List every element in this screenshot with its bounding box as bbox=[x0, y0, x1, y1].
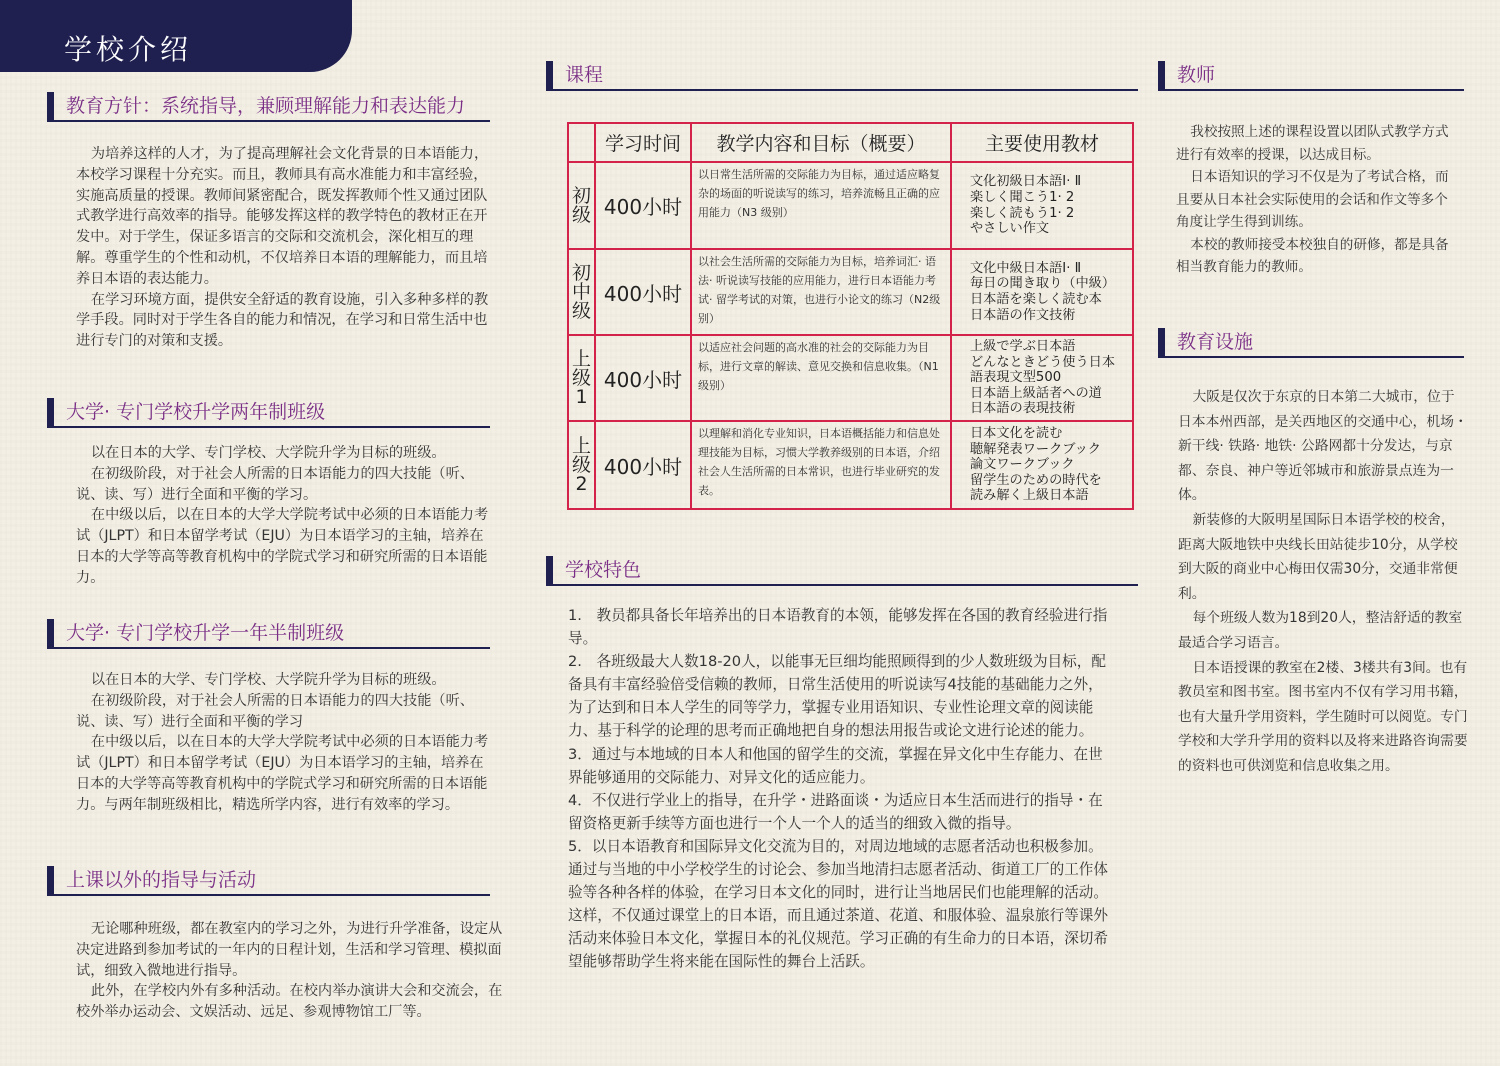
facilities-text bbox=[1178, 385, 1468, 779]
two-year-text bbox=[76, 443, 492, 589]
level-cell: 上 级 2 bbox=[568, 421, 595, 509]
activities-text bbox=[76, 919, 512, 1023]
paragraph: 在中级以后，以在日本的大学大学院考试中必须的日本语能力考试（JLPT）和日本留学考试（EJU）为日本语学习的主轴，培养在日本的大学等高等教育机构中的学院式学习和研究所需的日本语能力。与两年制班级相比，精选所学内容，进行有效率的学习。 bbox=[76, 734, 489, 813]
paragraph: 以在日本的大学、专门学校、大学院升学为目标的班级。 bbox=[90, 445, 446, 461]
table-row bbox=[568, 421, 1133, 509]
one-half-year-text bbox=[76, 670, 492, 816]
hours-cell: 400小时 bbox=[595, 162, 691, 249]
level-cell: 初 级 bbox=[568, 162, 595, 249]
table-header-row bbox=[568, 123, 1133, 162]
facilities-heading: 教育设施 bbox=[1158, 328, 1464, 358]
features-heading: 学校特色 bbox=[546, 556, 1138, 586]
table-row bbox=[568, 249, 1133, 335]
list-item: 4．不仅进行学业上的指导，在升学・进路面谈・为适应日本生活而进行的指导・在留资格更新手续等方面也进行一个人一个人的适当的细致入微的指导。 bbox=[568, 791, 1103, 832]
column-header: 学习时间 bbox=[595, 123, 691, 162]
level-cell: 初 中 级 bbox=[568, 249, 595, 335]
content-cell: 以日常生活所需的交际能力为目标，通过适应略复杂的场面的听说读写的练习，培养流畅且正确的应用能力（N3 级别） bbox=[691, 162, 951, 249]
course-heading: 课程 bbox=[546, 61, 1138, 91]
paragraph: 此外，在学校内外有多种活动。在校内举办演讲大会和交流会，在校外举办运动会、文娱活动、远足、参观博物馆工厂等。 bbox=[76, 983, 503, 1021]
paragraph: 以在日本的大学、专门学校、大学院升学为目标的班级。 bbox=[90, 672, 446, 688]
content-cell: 以社会生活所需的交际能力为目标，培养词汇· 语法· 听说读写技能的应用能力，进行日本语能力考试· 留学考试的对策，也进行小论文的练习（N2级别） bbox=[691, 249, 951, 335]
paragraph: 在学习环境方面，提供安全舒适的教育设施，引入多种多样的教学手段。同时对于学生各自的能力和情况，在学习和日常生活中也进行专门的对策和支援。 bbox=[76, 291, 489, 350]
column-header: 主要使用教材 bbox=[951, 123, 1133, 162]
paragraph: 在初级阶段，对于社会人所需的日本语能力的四大技能（听、说、读、写）进行全面和平衡的学习 bbox=[76, 692, 474, 730]
policy-heading: 教育方针：系统指导，兼顾理解能力和表达能力 bbox=[47, 92, 490, 122]
materials-cell: 日本文化を読む 聴解発表ワークブック 論文ワークブック 留学生のための時代を 読み解く上級日本語 bbox=[951, 421, 1133, 509]
table-row bbox=[568, 162, 1133, 249]
paragraph: 新装修的大阪明星国际日本语学校的校舍，距离大阪地铁中央线长田站徒步10分，从学校到大阪的商业中心梅田仅需30分，交通非常便利。 bbox=[1178, 511, 1458, 602]
one-half-year-heading: 大学· 专门学校升学一年半制班级 bbox=[47, 619, 490, 649]
paragraph: 每个班级人数为18到20人，整洁舒适的教室最适合学习语言。 bbox=[1178, 610, 1463, 651]
table-row bbox=[568, 335, 1133, 421]
hours-cell: 400小时 bbox=[595, 249, 691, 335]
list-item: 1. 教员都具备长年培养出的日本语教育的本领，能够发挥在各国的教育经验进行指导。 bbox=[568, 607, 1108, 648]
content-cell: 以理解和消化专业知识，日本语概括能力和信息处理技能为目标，习惯大学教养级别的日本语，介绍社会人生活所需的日本常识，也进行毕业研究的发表。 bbox=[691, 421, 951, 509]
teachers-text bbox=[1176, 121, 1458, 279]
page-title: 学校介绍 bbox=[64, 33, 193, 66]
hours-cell: 400小时 bbox=[595, 335, 691, 421]
content-cell: 以适应社会问题的高水准的社会的交际能力为目标，进行文章的解读、意见交换和信息收集。（N1 级别） bbox=[691, 335, 951, 421]
course-table bbox=[567, 122, 1134, 510]
policy-text bbox=[76, 144, 492, 352]
list-item: 3．通过与本地域的日本人和他国的留学生的交流，掌握在异文化中生存能力、在世界能够通用的交际能力、对异文化的适应能力。 bbox=[568, 745, 1103, 786]
paragraph: 在中级以后，以在日本的大学大学院考试中必须的日本语能力考试（JLPT）和日本留学考试（EJU）为日本语学习的主轴，培养在日本的大学等高等教育机构中的学院式学习和研究所需的日本语能力。 bbox=[76, 507, 489, 586]
paragraph: 日本语授课的教室在2楼、3楼共有3间。也有教员室和图书室。图书室内不仅有学习用书籍，也有大量升学用资料，学生随时可以阅览。专门学校和大学升学用的资料以及将来进路咨询需要的资料也可供浏览和信息收集之用。 bbox=[1178, 659, 1468, 774]
two-year-heading: 大学· 专门学校升学两年制班级 bbox=[47, 398, 490, 428]
hours-cell: 400小时 bbox=[595, 421, 691, 509]
features-list bbox=[568, 604, 1108, 974]
paragraph: 大阪是仅次于东京的日本第二大城市，位于日本本州西部，是关西地区的交通中心，机场・新干线· 铁路· 地铁· 公路网都十分发达，与京都、奈良、神户等近邻城市和旅游景点连为一体。 bbox=[1178, 389, 1468, 504]
paragraph: 日本语知识的学习不仅是为了考试合格，而且要从日本社会实际使用的会话和作文等多个角度让学生得到训练。 bbox=[1176, 169, 1449, 230]
header-level bbox=[568, 123, 595, 162]
materials-cell: 文化中級日本語Ⅰ· Ⅱ 毎日の聞き取り（中級） 日本語を楽しく読む本 日本語の作文技術 bbox=[951, 249, 1133, 335]
activities-heading: 上课以外的指导与活动 bbox=[47, 866, 490, 896]
paragraph: 在初级阶段，对于社会人所需的日本语能力的四大技能（听、说、读、写）进行全面和平衡的学习。 bbox=[76, 465, 474, 503]
materials-cell: 文化初級日本語Ⅰ· Ⅱ 楽しく聞こう1· 2 楽しく読もう1· 2 やさしい作文 bbox=[951, 162, 1133, 249]
list-item: 2. 各班级最大人数18-20人，以能事无巨细均能照顾得到的少人数班级为目标，配备具有丰富经验倍受信赖的教师，日常生活使用的听说读写4技能的基础能力之外，为了达到和日本人学生的同等学力，掌握专业用语知识、专业性论理文章的阅读能力、基于科学的论理的思考而正确地把自身的想法用报告或论文进行论述的能力。 bbox=[568, 653, 1106, 740]
materials-cell: 上級で学ぶ日本語 どんなときどう使う日本 語表現文型500 日本語上級話者への道 日本語の表現技術 bbox=[951, 335, 1133, 421]
column-header: 教学内容和目标（概要） bbox=[691, 123, 951, 162]
paragraph: 为培养这样的人才，为了提高理解社会文化背景的日本语能力，本校学习课程十分充实。而且，教师具有高水准能力和丰富经验，实施高质量的授课。教师间紧密配合，既发挥教师个性又通过团队式教学进行高效率的指导。能够发挥这样的教学特色的教材正在开发中。对于学生，保证多语言的交际和交流机会，深化相互的理解。尊重学生的个性和动机，不仅培养日本语的理解能力，而且培养日本语的表达能力。 bbox=[76, 146, 489, 287]
list-item: 5．以日本语教育和国际异文化交流为目的，对周边地域的志愿者活动也积极参加。通过与当地的中小学校学生的讨论会、参加当地清扫志愿者活动、街道工厂的工作体验等各种各样的体验，在学习日本文化的同时，进行让当地居民们也能理解的活动。这样，不仅通过课堂上的日本语，而且通过茶道、花道、和服体验、温泉旅行等课外活动来体验日本文化，掌握日本的礼仪规范。学习正确的有生命力的日本语，深切希望能够帮助学生将来能在国际性的舞台上活跃。 bbox=[568, 837, 1108, 971]
page-title-banner bbox=[0, 0, 352, 72]
level-cell: 上 级 1 bbox=[568, 335, 595, 421]
paragraph: 无论哪种班级，都在教室内的学习之外，为进行升学准备，设定从决定进路到参加考试的一年内的日程计划，生活和学习管理、模拟面试，细致入微地进行指导。 bbox=[76, 921, 503, 979]
paragraph: 我校按照上述的课程设置以团队式教学方式进行有效率的授课，以达成目标。 bbox=[1176, 124, 1449, 163]
teachers-heading: 教师 bbox=[1158, 61, 1464, 91]
paragraph: 本校的教师接受本校独自的研修，都是具备相当教育能力的教师。 bbox=[1176, 236, 1449, 275]
